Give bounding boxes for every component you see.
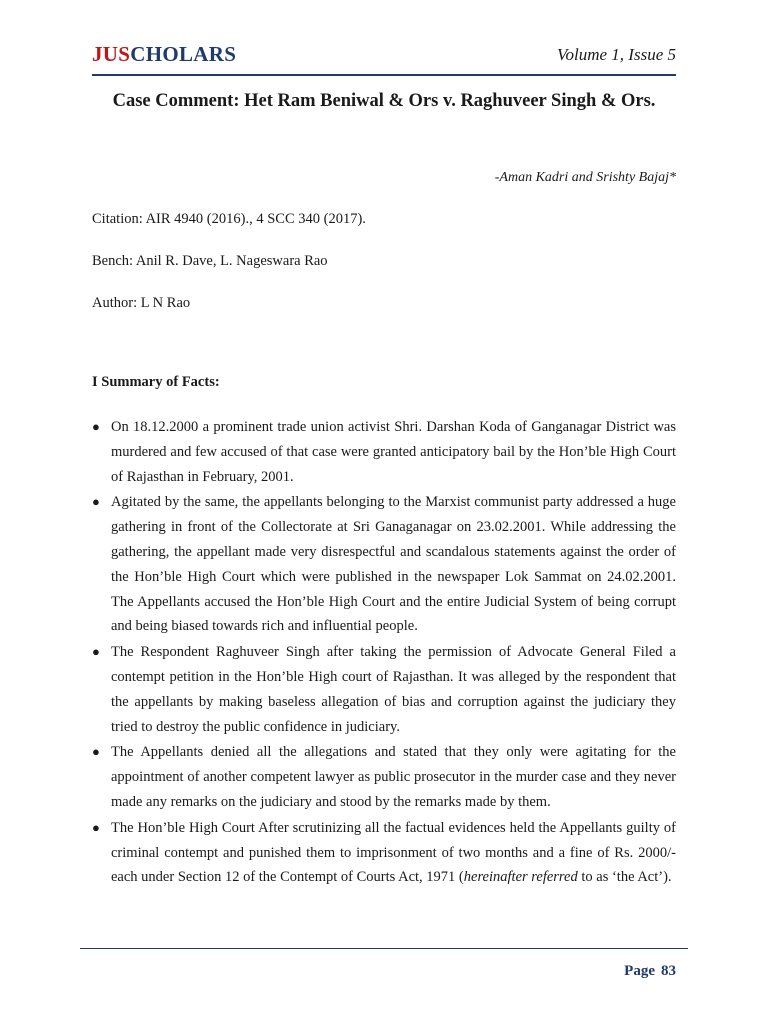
fact-text: On 18.12.2000 a prominent trade union activist Shri. Darshan Koda of Ganganagar District was murdered and few accused of that case were granted anticipatory bail by the Hon’ble High Court of Rajasthan in February, 2001. (111, 419, 676, 485)
volume-issue: Volume 1, Issue 5 (557, 45, 676, 64)
bullet-icon: ● (92, 494, 100, 510)
fact-text: The Respondent Raghuveer Singh after taking the permission of Advocate General Filed a contempt petition in the Hon’ble High court of Rajasthan. It was alleged by the respondent that the appellants by making baseless allegation of bias and corruption against the judiciary they tried to destroy the public confidence in judiciary. (111, 644, 676, 735)
logo-jus: JUS (92, 42, 131, 66)
bullet-icon: ● (92, 419, 100, 434)
bench: Bench: Anil R. Dave, L. Nageswara Rao (92, 253, 328, 269)
article-title: Case Comment: Het Ram Beniwal & Ors v. Raghuveer Singh & Ors. (112, 91, 656, 111)
fact-item (92, 490, 676, 639)
bullet-icon: ● (92, 744, 100, 760)
fact-text: The Appellants denied all the allegations and stated that they only were agitating for the appointment of another competent lawyer as public prosecutor in the murder case and they never made any remarks on the judiciary and stood by the remarks made by them. (111, 744, 676, 810)
bullet-icon: ● (92, 644, 100, 660)
facts-list (92, 415, 676, 891)
article-authors: -Aman Kadri and Srishty Bajaj* (494, 170, 676, 185)
page-number (624, 963, 676, 980)
journal-logo (92, 42, 236, 67)
fact-text: Agitated by the same, the appellants belonging to the Marxist communist party addressed a huge gathering in front of the Collectorate at Sri Ganaganagar on 23.02.2001. While addressing the gathering, the appellant made very disrespectful and scandalous statements against the order of the Hon’ble High Court which were published in the newspaper Lok Sammat on 24.02.2001. The Appellants accused the Hon’ble High Court and the entire Judicial System of being corrupt and being biased towards rich and influential people. (111, 494, 676, 635)
fact-item (92, 415, 676, 489)
fact-item (92, 740, 676, 814)
page-number-value: 83 (661, 963, 676, 979)
fact-text-italic: hereinafter referred (463, 869, 578, 886)
logo-cholars: CHOLARS (130, 42, 237, 66)
author-line: Author: L N Rao (92, 295, 191, 311)
footer-divider (80, 948, 688, 949)
bullet-icon: ● (92, 819, 100, 835)
page-header (92, 40, 676, 76)
fact-text-start: The Hon’ble High Court After scrutinizing all the factual evidences held the Appellants guilty of criminal contempt and punished them to imprisonment of two months and a fine of Rs. 2000/- each under Section 12 of the Contempt of Courts Act, 1971 ( (111, 819, 676, 886)
fact-item (92, 816, 676, 890)
section-heading: I Summary of Facts: (92, 374, 220, 390)
citation: Citation: AIR 4940 (2016)., 4 SCC 340 (2017). (92, 211, 366, 227)
page-label: Page (624, 963, 655, 979)
fact-item (92, 640, 676, 739)
fact-text-end: to as ‘the Act’). (577, 869, 672, 886)
